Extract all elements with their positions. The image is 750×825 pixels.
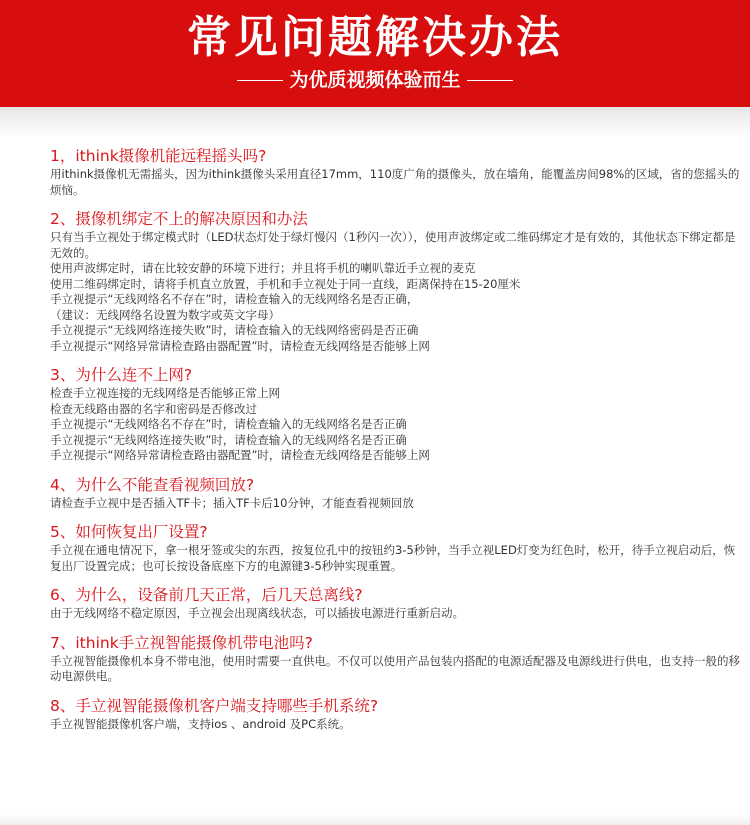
answer-line: 用ithink摄像机无需摇头，因为ithink摄像头采用直径17mm，110度广角的摄像头，放在墙角，能覆盖房间98%的区域，省的您摇头的烦恼。 [50, 167, 740, 197]
faq-question: 1，ithink摄像机能远程摇头吗? [50, 147, 267, 165]
faq-item-2 [50, 209, 746, 354]
answer-line: 检查无线路由器的名字和密码是否修改过 [50, 401, 257, 416]
faq-question: 2、摄像机绑定不上的解决原因和办法 [50, 210, 308, 228]
answer-line: 只有当手立视处于绑定模式时（LED状态灯处于绿灯慢闪（1秒闪一次）），使用声波绑定或二维码绑定才是有效的，其他状态下绑定都是无效的。 [50, 230, 736, 260]
faq-question: 5、如何恢复出厂设置? [50, 523, 208, 541]
answer-line: 请检查手立视中是否插入TF卡；插入TF卡后10分钟，才能查看视频回放 [50, 495, 414, 510]
faq-answer [50, 606, 746, 622]
answer-line: （建议：无线网络名设置为数字或英文字母） [50, 307, 280, 322]
answer-line: 手立视提示“无线网络连接失败”时，请检查输入的无线网络名是否正确 [50, 432, 407, 447]
faq-question: 6、为什么，设备前几天正常，后几天总离线? [50, 586, 363, 604]
header-banner [0, 0, 750, 107]
faq-item-5 [50, 522, 746, 574]
answer-line: 使用声波绑定时，请在比较安静的环境下进行；并且将手机的喇叭靠近手立视的麦克 [50, 261, 476, 275]
faq-answer [50, 230, 746, 354]
answer-line: 手立视提示“无线网络名不存在”时，请检查输入的无线网络名是否正确 [50, 417, 407, 431]
header-shadow [0, 107, 750, 137]
faq-answer [50, 654, 746, 685]
faq-question: 4、为什么不能查看视频回放? [50, 475, 255, 494]
answer-line: 手立视智能摄像机本身不带电池，使用时需要一直供电。不仅可以使用产品包装内搭配的电源适配器及电源线进行供电，也支持一般的移动电源供电。 [50, 653, 740, 683]
faq-answer [50, 543, 746, 574]
faq-answer [50, 386, 746, 464]
faq-item-1 [50, 146, 746, 198]
answer-line: 检查手立视连接的无线网络是否能够正常上网 [50, 386, 280, 400]
faq-question: 3、为什么连不上网? [50, 366, 193, 384]
faq-item-7 [50, 633, 746, 685]
subtitle-text: 为优质视频体验而生 [289, 69, 461, 91]
faq-item-8 [50, 696, 746, 733]
answer-line: 手立视在通电情况下，拿一根牙签或尖的东西，按复位孔中的按钮约3-5秒钟，当手立视LED灯变为红色时，松开，待手立视启动后，恢复出厂设置完成；也可长按设备底座下方的电源键3-5秒钟实现重置。 [50, 543, 736, 573]
answer-line: 使用二维码绑定时，请将手机直立放置，手机和手立视处于同一直线，距离保持在15-20厘米 [50, 276, 521, 291]
faq-item-3 [50, 365, 746, 464]
page-title: 常见问题解决办法 [187, 12, 563, 63]
faq-answer [50, 167, 746, 198]
page-subtitle [0, 68, 750, 92]
faq-item-6 [50, 585, 746, 622]
answer-line: 手立视提示“网络异常请检查路由器配置”时，请检查无线网络是否能够上网 [50, 448, 430, 462]
answer-line: 手立视智能摄像机客户端，支持ios 、android 及PC系统。 [50, 716, 351, 731]
answer-line: 手立视提示“无线网络连接失败”时，请检查输入的无线网络密码是否正确 [50, 323, 419, 337]
subtitle-left-rule [237, 80, 283, 81]
answer-line: 由于无线网络不稳定原因，手立视会出现离线状态，可以插拔电源进行重新启动。 [50, 606, 464, 620]
faq-question: 8、手立视智能摄像机客户端支持哪些手机系统? [50, 696, 379, 715]
bottom-divider [0, 814, 750, 825]
faq-answer [50, 496, 746, 512]
faq-list [50, 146, 746, 743]
subtitle-right-rule [467, 80, 513, 81]
faq-item-4 [50, 475, 746, 512]
answer-line: 手立视提示“无线网络名不存在”时，请检查输入的无线网络名是否正确， [50, 292, 419, 306]
faq-answer [50, 717, 746, 733]
answer-line: 手立视提示“网络异常请检查路由器配置”时，请检查无线网络是否能够上网 [50, 338, 430, 353]
faq-question: 7、ithink手立视智能摄像机带电池吗? [50, 633, 313, 652]
